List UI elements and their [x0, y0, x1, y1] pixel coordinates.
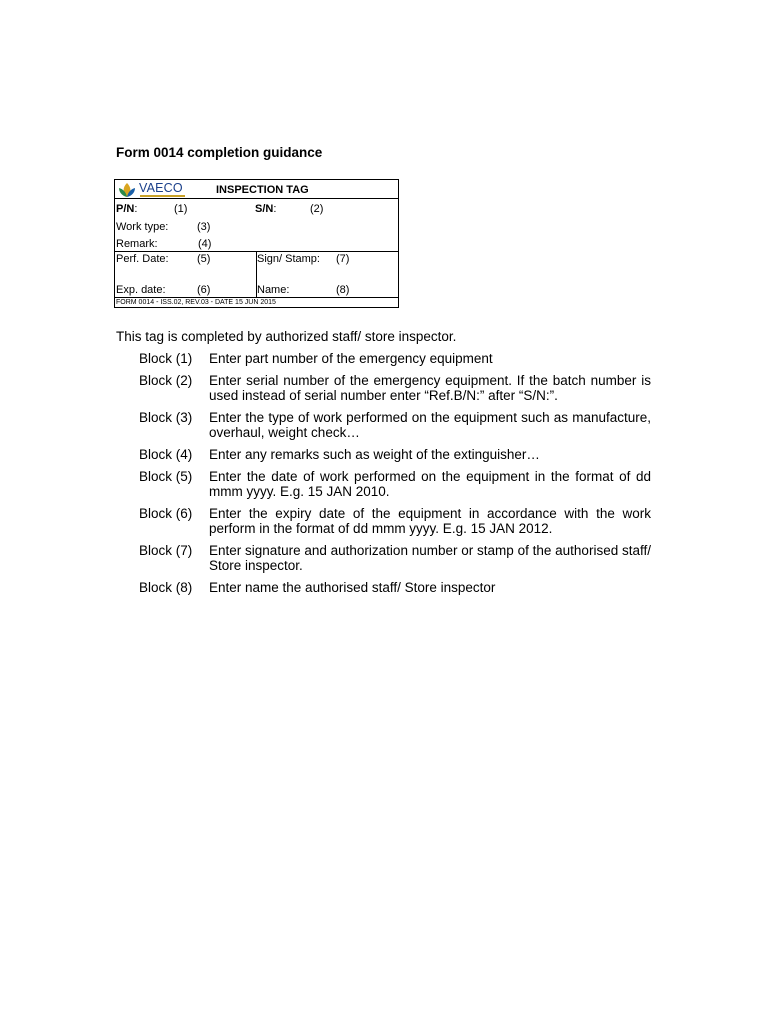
pn-colon: : [134, 203, 138, 215]
block-text: Enter signature and authorization number or stamp of the authorised staff/ Store inspector. [209, 543, 651, 573]
block-label: Block (8) [139, 580, 193, 595]
block-text: Enter serial number of the emergency equipment. If the batch number is used instead of serial number enter “Ref.B/N:” after “S/N:”. [209, 373, 651, 403]
pn-label: P/N [116, 203, 135, 215]
list-item [139, 469, 651, 499]
pn-field [116, 203, 137, 215]
inspection-tag [114, 179, 399, 308]
page-title: Form 0014 completion guidance [116, 145, 323, 160]
exp-date-ref: (6) [197, 284, 211, 296]
name-ref: (8) [336, 284, 350, 296]
list-item [139, 543, 651, 573]
block-text: Enter name the authorised staff/ Store inspector [209, 580, 496, 595]
list-item [139, 447, 651, 462]
perf-date-label: Perf. Date: [116, 253, 169, 265]
work-type-ref: (3) [197, 221, 211, 233]
lotus-icon [117, 181, 137, 199]
block-list [139, 351, 651, 602]
work-type-label: Work type: [116, 221, 169, 233]
sign-stamp-ref: (7) [336, 253, 350, 265]
remark-ref: (4) [198, 238, 212, 250]
list-item [139, 506, 651, 536]
block-text: Enter the expiry date of the equipment in accordance with the work perform in the format of dd mmm yyyy. E.g. 15 JAN 2012. [209, 506, 651, 536]
sn-ref: (2) [310, 203, 324, 215]
perf-date-ref: (5) [197, 253, 211, 265]
tag-title: INSPECTION TAG [216, 184, 309, 196]
tag-divider [115, 297, 398, 298]
block-label: Block (6) [139, 506, 193, 521]
remark-label: Remark: [116, 238, 158, 250]
block-label: Block (4) [139, 447, 193, 462]
sn-field [255, 203, 276, 215]
block-text: Enter any remarks such as weight of the extinguisher… [209, 447, 540, 462]
list-item [139, 410, 651, 440]
block-text: Enter the date of work performed on the equipment in the format of dd mmm yyyy. E.g. 15 JAN 2010. [209, 469, 651, 499]
sign-stamp-label: Sign/ Stamp: [257, 253, 320, 265]
list-item [139, 580, 651, 595]
list-item [139, 351, 651, 366]
block-label: Block (7) [139, 543, 193, 558]
logo-underline [140, 195, 185, 197]
block-label: Block (5) [139, 469, 193, 484]
block-text: Enter the type of work performed on the equipment such as manufacture, overhaul, weight check… [209, 410, 651, 440]
list-item [139, 373, 651, 403]
pn-ref: (1) [174, 203, 188, 215]
intro-text: This tag is completed by authorized staff/ store inspector. [116, 329, 457, 344]
block-text: Enter part number of the emergency equipment [209, 351, 493, 366]
logo-text: VAECO [139, 181, 183, 195]
block-label: Block (1) [139, 351, 193, 366]
name-label: Name: [257, 284, 290, 296]
form-footer: FORM 0014 - ISS.02, REV.03 - DATE 15 JUN 2015 [116, 299, 276, 306]
block-label: Block (2) [139, 373, 193, 388]
sn-colon: : [273, 203, 277, 215]
vaeco-logo [117, 181, 187, 199]
exp-date-label: Exp. date: [116, 284, 166, 296]
sn-label: S/N [255, 203, 274, 215]
tag-divider [115, 198, 398, 199]
block-label: Block (3) [139, 410, 193, 425]
